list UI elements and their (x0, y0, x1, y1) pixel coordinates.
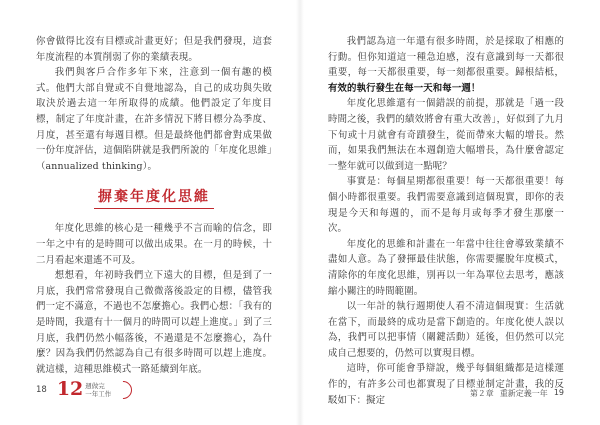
section-heading: 摒棄年度化思維 (94, 186, 214, 209)
book-logo (57, 380, 132, 399)
paragraph: 年度化思維的核心是一種幾乎不言而喻的信念，即一年之中有的是時間可以做出成果。在一月的時候，十二月看起來還遙不可及。 (36, 223, 272, 266)
paragraph: 事實是：每個星期都很重要！每一天都很重要！每個小時都很重要。我們需要意識到這個現實，即你的表現是今天和每週的，而不是每月或每季才發生那麼一次。 (328, 176, 564, 235)
chapter-title: 重新定義一年 (499, 389, 548, 398)
paragraph: 這時，你可能會爭辯說，幾乎每個組織都是這樣運作的，有許多公司也都實現了目標並制定計畫，我的反駁如下：擬定 (328, 363, 564, 406)
page-number: 19 (553, 388, 564, 397)
logo-text (85, 382, 111, 398)
paragraph: 你會做得比沒有目標或計畫更好；但是我們發現，這套年度流程的本質削弱了你的業績表現。 (36, 36, 272, 63)
right-footer (470, 388, 564, 399)
section-heading-wrap (36, 186, 272, 209)
paragraph: 我們與客戶合作多年下來，注意到一個有趣的模式。他們大部自覺或不自覺地認為，自己的成功與失敗取決於過去這一年所取得的成績。他們設定了年度目標，制定了年度計畫，在許多情況下將目標分為季度、月度，甚至還有每週目標。但是最終他們都會對成果做一份年度評估，這個陷阱就是我們所說的「年度化思維」（annualized thinking）。 (36, 67, 272, 172)
paragraph: 年度化思維還有一個錯誤的前提，那就是「過一段時間之後，我們的績效將會有重大改善」，好似到了九月下旬或十月就會有奇蹟發生，從而帶來大幅的增長。然而，如果我們無法在本週創造大幅增長，為什麼會認定一整年就可以做到這一點呢？ (328, 98, 564, 172)
paragraph: 以一年計的執行週期使人看不清這個現實：生活就在當下，而最終的成功是當下創造的。年度化使人誤以為，我們可以把事情（關鍵活動）延後，但仍然可以完成自己想要的，仍然可以實現目標。 (328, 301, 564, 359)
logo-arc-icon (111, 377, 136, 402)
logo-line-2: 一年工作 (85, 389, 112, 398)
logo-number: 12 (56, 378, 84, 400)
emphasis-text: 有效的執行發生在每一天和每一週！ (328, 82, 481, 94)
page-number: 18 (36, 384, 47, 395)
paragraph-text: 我們認為這一年還有很多時間，於是採取了相應的行動。但你知道這一種急迫感，沒有意識到每一天都很重要，每一天都很重要，每一刻都很重要。歸根結柢， (328, 36, 564, 79)
chapter-label: 第２章 (469, 389, 494, 398)
paragraph: 想想看，年初時我們立下遠大的目標，但是到了一月底，我們常常發現自己微微落後設定的目標，儘管我們一定不滿意，不過也不怎麼擔心。我們心想：「我有的是時間，我還有十一個月的時間可以趕上進度。」到了三月底，我們仍然小幅落後，不過還是不怎麼擔心，為什麼？因為我們仍然認為自己有很多時間可以趕上進度。就這樣，這種思維模式一路延續到年底。 (36, 270, 272, 375)
paragraph (328, 34, 564, 96)
right-page (300, 0, 600, 425)
left-text-block (36, 34, 272, 377)
logo-line-1: 週做完 (85, 381, 105, 390)
left-footer (36, 380, 132, 399)
paragraph: 年度化的思維和計畫在一年當中往往會導致業績不盡如人意。為了發揮最佳狀態，你需要擺脫年度模式，清除你的年度化思維，別再以一年為單位去思考，應該縮小關注的時間範圍。 (328, 238, 564, 297)
right-text-block (328, 34, 564, 408)
